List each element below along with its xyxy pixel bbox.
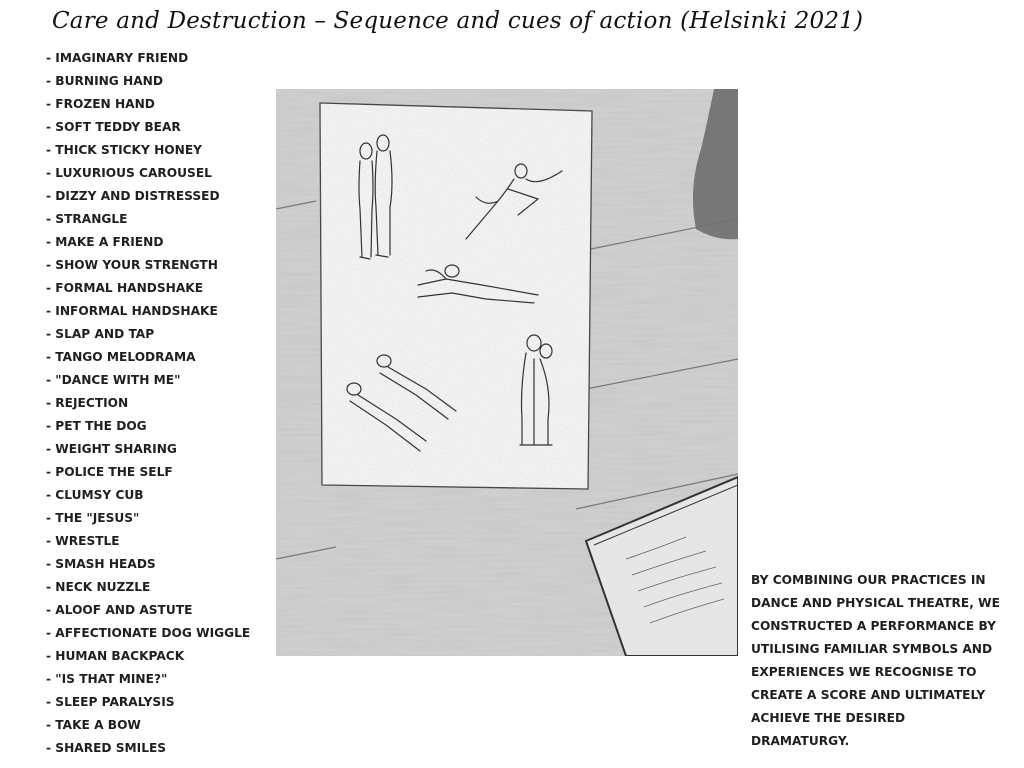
cue-item: - WRESTLE (46, 534, 120, 548)
cue-item: - AFFECTIONATE DOG WIGGLE (46, 626, 251, 640)
cue-item: - LUXURIOUS CAROUSEL (46, 166, 212, 180)
cue-item: - TAKE A BOW (46, 718, 141, 732)
paper-sheet (320, 103, 592, 489)
cue-item: - FROZEN HAND (46, 97, 155, 111)
cue-item: - MAKE A FRIEND (46, 235, 164, 249)
cue-item: - DIZZY AND DISTRESSED (46, 189, 220, 203)
cue-item: - IMAGINARY FRIEND (46, 51, 189, 65)
cue-item: - FORMAL HANDSHAKE (46, 281, 204, 295)
cue-item: - "IS THAT MINE?" (46, 672, 168, 686)
cue-item: - POLICE THE SELF (46, 465, 173, 479)
cue-item: - STRANGLE (46, 212, 128, 226)
cue-item: - THE "JESUS" (46, 511, 140, 525)
cue-item: - NECK NUZZLE (46, 580, 151, 594)
cue-item: - INFORMAL HANDSHAKE (46, 304, 218, 318)
cue-list (46, 50, 250, 763)
cue-item: - BURNING HAND (46, 74, 164, 88)
cue-item: - ALOOF AND ASTUTE (46, 603, 193, 617)
cue-item: - SLEEP PARALYSIS (46, 695, 175, 709)
cue-item: - SHOW YOUR STRENGTH (46, 258, 218, 272)
cue-item: - SMASH HEADS (46, 557, 156, 571)
cue-item: - PET THE DOG (46, 419, 147, 433)
cue-item: - THICK STICKY HONEY (46, 143, 202, 157)
cue-item: - "DANCE WITH ME" (46, 373, 181, 387)
pencil-sketch-illustration (276, 89, 738, 656)
cue-item: - CLUMSY CUB (46, 488, 144, 502)
page-title: Care and Destruction – Sequence and cues of action (Helsinki 2021) (52, 8, 864, 34)
cue-item: - SHARED SMILES (46, 741, 167, 755)
cue-item: - TANGO MELODRAMA (46, 350, 196, 364)
cue-item: - REJECTION (46, 396, 129, 410)
performance-description: BY COMBINING OUR PRACTICES IN DANCE AND PHYSICAL THEATRE, WE CONSTRUCTED A PERFORMANCE BY UTILISING FAMILIAR SYMBOLS AND EXPERIENCES WE RECOGNISE TO CREATE A SCORE AND ULTIMATELY ACHIEVE THE DESIRED DRAMATURGY. (751, 573, 1000, 748)
cue-item: - SOFT TEDDY BEAR (46, 120, 181, 134)
cue-item: - WEIGHT SHARING (46, 442, 177, 456)
cue-item: - SLAP AND TAP (46, 327, 155, 341)
cue-item: - HUMAN BACKPACK (46, 649, 185, 663)
